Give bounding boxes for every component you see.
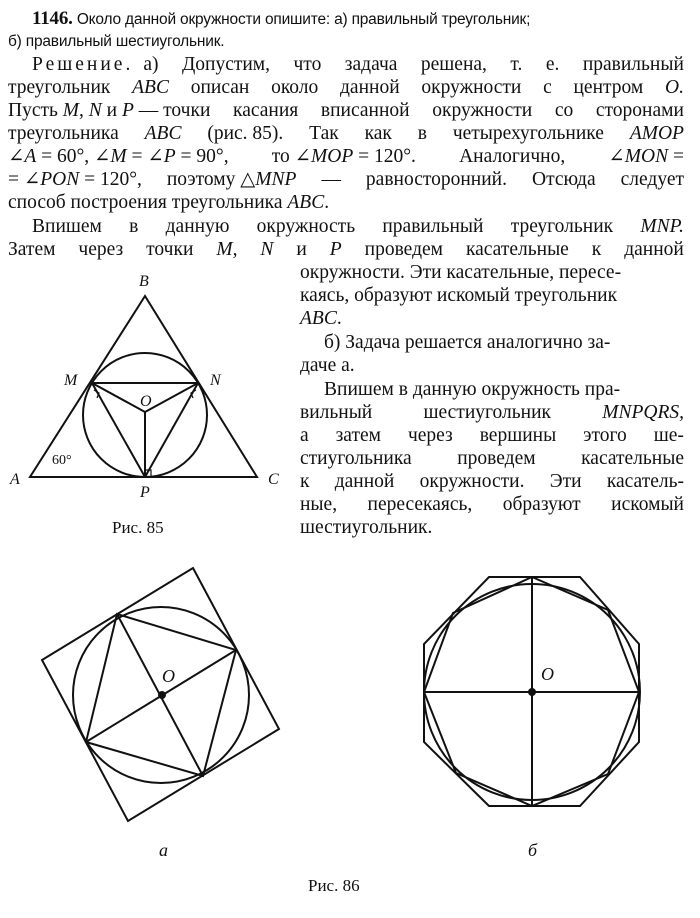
solution-line-6: = ∠PON = 120°, поэтому △MNP — равносторонний. Отсюда следует — [8, 169, 684, 190]
label-M: M — [64, 372, 78, 389]
right-line-10: к данной окружности. Эти касатель- — [300, 471, 684, 492]
right-line-4: б) Задача решается аналогично за- — [324, 332, 611, 353]
label-O-a: O — [162, 666, 175, 686]
solution-line-1: Решение. а) Допустим, что задача решена, т. е. правильный — [32, 54, 684, 75]
solution-line-3: Пусть M, N и P — точки касания вписанной окружности со сторонами — [8, 100, 684, 121]
label-angle-60: 60° — [52, 453, 72, 468]
right-line-2: каясь, образуют искомый треугольник — [300, 285, 618, 306]
subfigure-label-a: а — [159, 840, 168, 860]
figure-86-caption: Рис. 86 — [308, 876, 360, 895]
right-line-1: окружности. Эти касательные, пересе- — [300, 262, 622, 283]
problem-statement-line-1 — [32, 8, 682, 31]
subfigure-label-b: б — [528, 840, 538, 860]
label-O: O — [140, 393, 152, 410]
solution-line-5: ∠A = 60°, ∠M = ∠P = 90°, то ∠MOP = 120°. Аналогично, ∠MON = — [8, 146, 684, 167]
solution-line-7: способ построения треугольника ABC. — [8, 192, 330, 213]
solution-line-2: треугольник ABC описан около данной окружности с центром O. — [8, 77, 684, 98]
solution-label: Решение. — [32, 54, 134, 75]
solution-line-8: Впишем в данную окружность правильный треугольник MNP. — [32, 216, 684, 237]
label-B: B — [139, 273, 149, 290]
right-line-9: стиугольника проведем касательные — [300, 448, 684, 469]
right-line-7: вильный шестиугольник MNPQRS, — [300, 402, 684, 423]
label-A: A — [10, 471, 20, 488]
label-P: P — [140, 484, 150, 501]
problem-text: Около данной окружности опишите: а) правильный треугольник; — [76, 11, 531, 28]
right-line-11: ные, пересекаясь, образуют искомый — [300, 494, 684, 515]
label-C: C — [268, 471, 279, 488]
label-O-b: O — [541, 664, 554, 684]
problem-statement-line-2: б) правильный шестиугольник. — [8, 33, 225, 50]
solution-line-9: Затем через точки M, N и P проведем касательные к данной — [8, 239, 684, 260]
figure-86b — [424, 577, 640, 806]
right-line-3: ABC. — [300, 308, 342, 329]
figure-86a — [42, 568, 279, 821]
figure-85-caption: Рис. 85 — [112, 518, 164, 537]
right-line-8: а затем через вершины этого ше- — [300, 425, 684, 446]
label-N: N — [210, 372, 221, 389]
solution-line-4: треугольника ABC (рис. 85). Так как в четырехугольнике AMOP — [8, 123, 684, 144]
problem-number: 1146. — [32, 8, 73, 29]
right-line-5: даче а. — [300, 355, 355, 376]
right-line-6: Впишем в данную окружность пра- — [324, 379, 621, 400]
right-line-12: шестиугольник. — [300, 517, 433, 538]
